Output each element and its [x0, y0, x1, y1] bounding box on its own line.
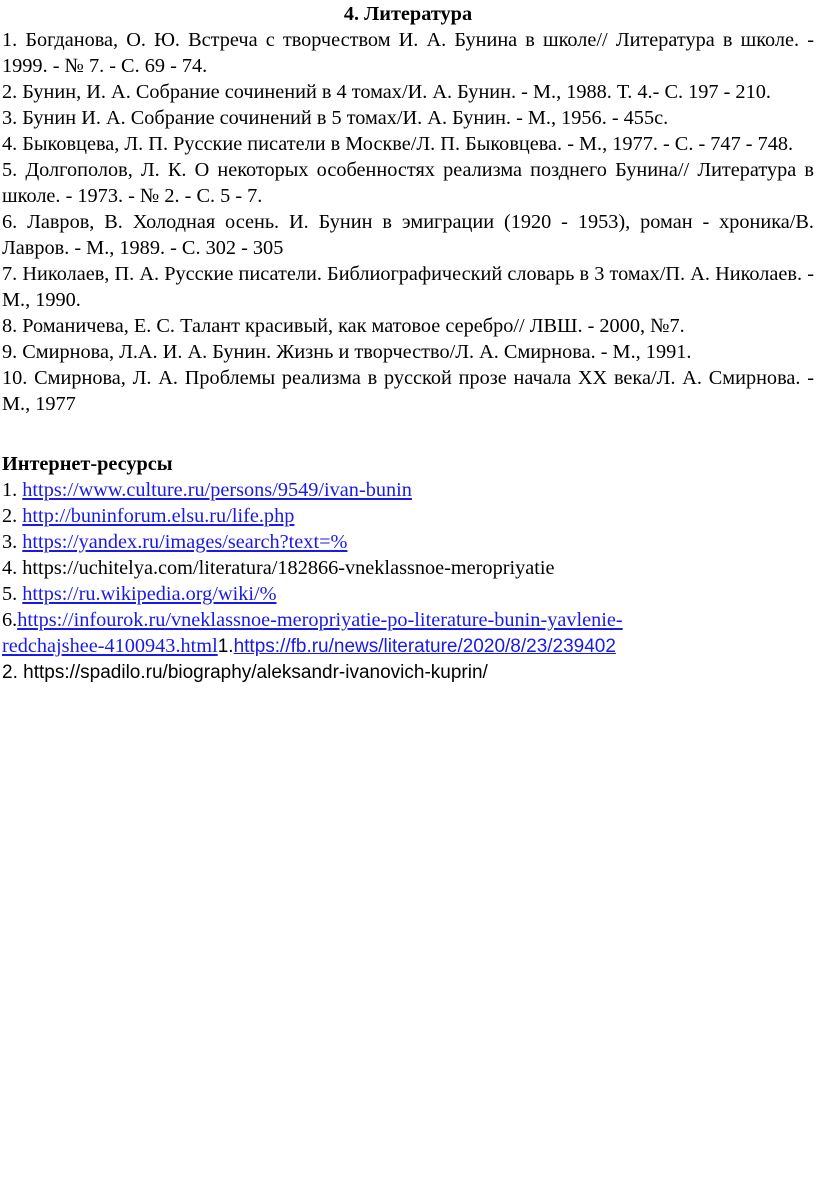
section-title: 4. Литература: [343, 3, 473, 25]
item-number: 3.: [2, 531, 23, 553]
reference-item: 8. Романичева, Е. С. Талант красивый, как матовое серебро// ЛВШ. - 2000, №7.: [2, 315, 685, 337]
item-number: 2.: [2, 505, 23, 527]
resource-link[interactable]: https://ru.wikipedia.org/wiki/%: [22, 583, 277, 605]
resource-link[interactable]: http://buninforum.elsu.ru/life.php: [22, 505, 295, 527]
resource-item: [2, 555, 814, 581]
resource-text: https://uchitelya.com/literatura/182866-vneklassnoe-meropriyatie: [22, 557, 555, 579]
resource-item: [2, 503, 814, 529]
item-number: 1.: [217, 636, 234, 657]
internet-resources-heading: Интернет-ресурсы: [2, 453, 173, 475]
reference-item: 6. Лавров, В. Холодная осень. И. Бунин в эмиграции (1920 - 1953), роман - хроника/В. Лавров. - М., 1989. - С. 302 - 305: [2, 211, 814, 259]
reference-item: 10. Смирнова, Л. А. Проблемы реализма в русской прозе начала XX века/Л. А. Смирнова. - М., 1977: [2, 367, 814, 415]
item-number: 6.: [2, 609, 18, 631]
reference-item: 7. Николаев, П. А. Русские писатели. Библиографический словарь в 3 томах/П. А. Николаев. - М., 1990.: [2, 263, 814, 311]
resource-item: [2, 607, 722, 660]
resource-item: [2, 529, 814, 555]
resource-link[interactable]: https://www.culture.ru/persons/9549/ivan-bunin: [22, 479, 412, 501]
resource-item: [2, 477, 814, 503]
reference-item: 3. Бунин И. А. Собрание сочинений в 5 томах/И. А. Бунин. - М., 1956. - 455с.: [2, 107, 669, 129]
item-number: 4.: [2, 557, 23, 579]
reference-item: 2. Бунин, И. А. Собрание сочинений в 4 томах/И. А. Бунин. - М., 1988. Т. 4.- С. 197 - 210.: [2, 81, 771, 103]
resource-link[interactable]: https://fb.ru/news/literature/2020/8/23/239402: [233, 636, 616, 657]
resource-link[interactable]: https://yandex.ru/images/search?text=%: [22, 531, 348, 553]
item-number: 5.: [2, 583, 23, 605]
resource-item: [2, 581, 814, 607]
reference-item: 1. Богданова, О. Ю. Встреча с творчеством И. А. Бунина в школе// Литература в школе. - 1999. - № 7. - С. 69 - 74.: [2, 29, 814, 77]
resource-item: 2. https://spadilo.ru/biography/aleksandr-ivanovich-kuprin/: [2, 662, 488, 683]
resource-link[interactable]: https://infourok.ru/vneklassnoe-meropriyatie-po-literature-bunin-yavlenie-redchajshee-4100943.html: [2, 609, 623, 657]
reference-item: 5. Долгополов, Л. К. О некоторых особенностях реализма позднего Бунина// Литература в школе. - 1973. - № 2. - С. 5 - 7.: [2, 159, 814, 207]
reference-item: 9. Смирнова, Л.А. И. А. Бунин. Жизнь и творчество/Л. А. Смирнова. - М., 1991.: [2, 341, 692, 363]
reference-item: 4. Быковцева, Л. П. Русские писатели в Москве/Л. П. Быковцева. - М., 1977. - С. - 747 - 748.: [2, 133, 794, 155]
item-number: 1.: [2, 479, 23, 501]
